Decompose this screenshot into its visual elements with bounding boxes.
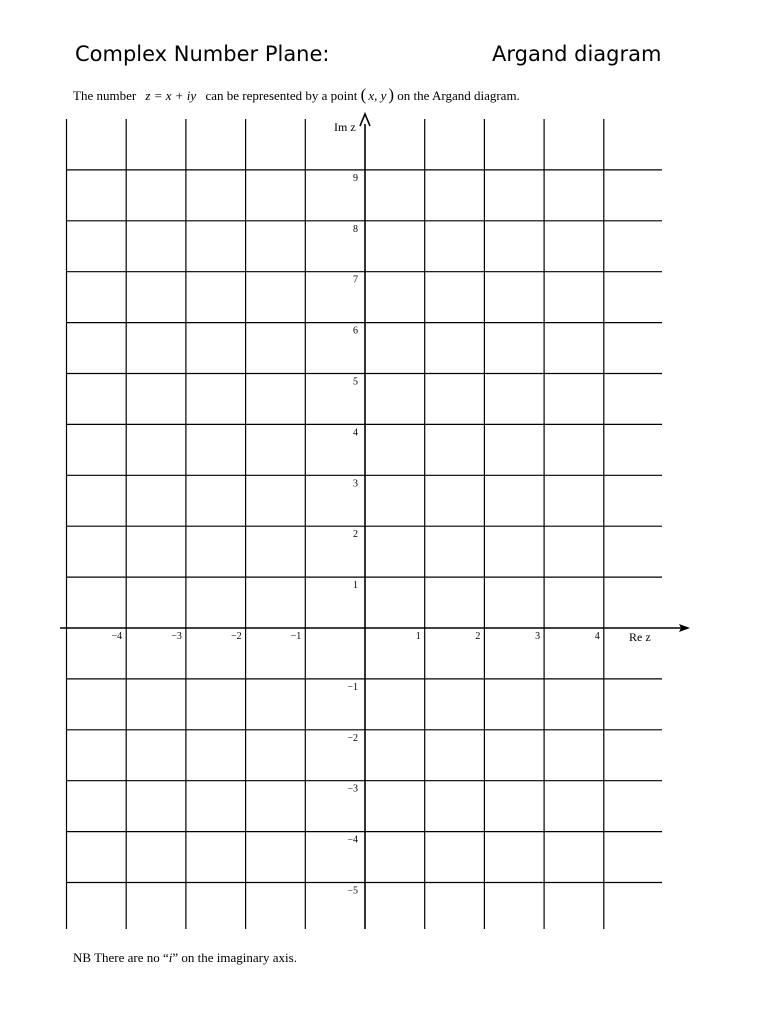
y-tick-label: 1 <box>353 580 358 592</box>
intro-paren-close: ) <box>388 85 395 104</box>
y-tick-label: −2 <box>347 732 358 744</box>
y-tick-label: −5 <box>347 885 358 897</box>
page-subtitle: Argand diagram <box>492 42 662 66</box>
y-tick-label: 4 <box>353 427 358 439</box>
y-tick-label: 2 <box>353 529 358 541</box>
intro-point: x, y <box>368 88 387 103</box>
intro-text-after: on the Argand diagram. <box>397 88 520 103</box>
x-tick-label: 3 <box>535 631 541 642</box>
intro-text-middle: can be represented by a point <box>205 88 358 103</box>
intro-paren-open: ( <box>360 85 367 104</box>
x-tick-label: 1 <box>415 631 421 642</box>
intro-expression: z = x + iy <box>145 88 197 103</box>
y-tick-label: −1 <box>347 681 358 693</box>
footnote-before: NB There are no “ <box>73 950 169 965</box>
y-tick-label: −3 <box>347 783 358 795</box>
y-tick-label: 7 <box>353 274 358 286</box>
y-tick-label: 3 <box>353 478 358 490</box>
y-tick-label: −4 <box>347 834 358 846</box>
x-tick-label: −1 <box>290 631 302 642</box>
real-axis-label: Re z <box>629 630 651 644</box>
page-title: Complex Number Plane: <box>75 42 330 66</box>
x-tick-label: 2 <box>475 631 481 642</box>
y-tick-label: 5 <box>353 376 358 388</box>
footnote-symbol: i <box>168 950 173 965</box>
imaginary-axis-label: Im z <box>334 120 356 134</box>
x-tick-label: −3 <box>171 631 182 642</box>
x-tick-label: −4 <box>111 631 123 642</box>
y-tick-label: 6 <box>353 325 358 337</box>
intro-text-before: The number <box>73 88 137 103</box>
footnote-after: ” on the imaginary axis. <box>172 950 297 965</box>
x-tick-label: −2 <box>230 631 242 642</box>
x-tick-label: 4 <box>594 631 600 642</box>
y-tick-label: 9 <box>353 172 358 184</box>
y-tick-label: 8 <box>353 223 358 235</box>
footnote <box>73 950 297 966</box>
